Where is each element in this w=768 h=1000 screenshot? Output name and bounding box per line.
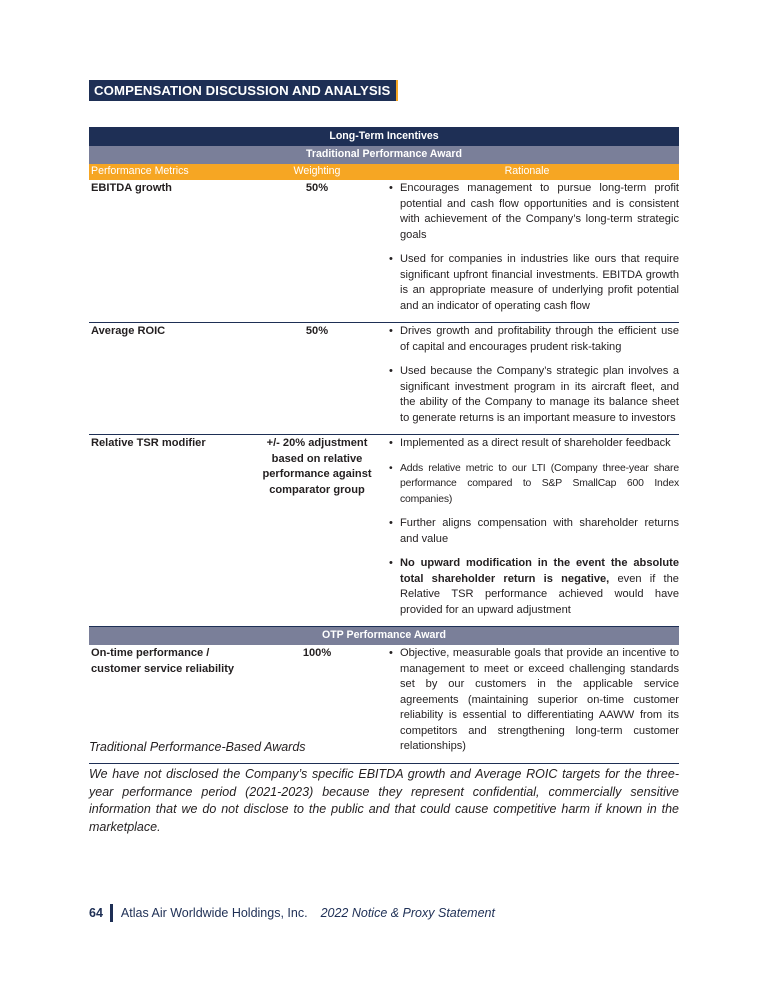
note-body: We have not disclosed the Company’s specific EBITDA growth and Average ROIC targets for the three-year performance period (2021-2023) because they represent confidential, commercially sensitive information that we do not disclose to the public and that could cause competitive harm if known in the marketplace. bbox=[89, 767, 679, 834]
rationale-bullet-emphasis bbox=[389, 556, 679, 618]
rationale-bullet: • Used because the Company’s strategic plan involves a significant investment program in its aircraft fleet, and the ability of the Company to manage its balance sheet to generate returns is an important measure to investors bbox=[389, 364, 679, 426]
metric-cell: On-time performance / customer service reliability bbox=[89, 645, 259, 763]
note-title: Traditional Performance-Based Awards bbox=[89, 740, 306, 754]
rationale-bullet: • Drives growth and profitability through the efficient use of capital and encourages prudent risk-taking bbox=[389, 324, 679, 355]
rationale-bullet: • Objective, measurable goals that provide an incentive to management to meet or exceed challenging standards set by our customers in the applicable service agreements (maintaining superior on-time customer reliability is essential to differentiating AAWW from its competitors and strengthening long-term customer relationships) bbox=[389, 646, 679, 755]
column-header-rationale: Rationale bbox=[375, 164, 679, 180]
section-header: COMPENSATION DISCUSSION AND ANALYSIS bbox=[89, 80, 396, 101]
rationale-bullet: • Encourages management to pursue long-term profit potential and cash flow opportunities and is consistent with achievement of the Company’s long-term strategic goals bbox=[389, 181, 679, 243]
page-footer bbox=[89, 904, 495, 922]
page-number: 64 bbox=[89, 906, 103, 920]
table-row-tsr bbox=[89, 435, 679, 627]
company-name: Atlas Air Worldwide Holdings, Inc. bbox=[120, 906, 308, 920]
footer-divider bbox=[110, 904, 113, 922]
metric-cell: Average ROIC bbox=[89, 323, 259, 435]
table-row-roic bbox=[89, 323, 679, 435]
rationale-bullet: • Used for companies in industries like ours that require significant upfront financial investments. EBITDA growth is an appropriate measure of underlying profit potential and an indicator of operating cash flow bbox=[389, 252, 679, 314]
long-term-incentives-table bbox=[89, 127, 679, 764]
column-header-weighting: Weighting bbox=[259, 164, 375, 180]
metric-cell: Relative TSR modifier bbox=[89, 435, 259, 627]
rationale-cell bbox=[375, 323, 679, 435]
table-row-ebitda bbox=[89, 180, 679, 323]
metric-cell: EBITDA growth bbox=[89, 180, 259, 323]
weighting-cell: 100% bbox=[259, 645, 375, 763]
rationale-cell bbox=[375, 435, 679, 627]
regular-text: even if the Relative TSR performance achieved would have provided for an upward adjustment bbox=[400, 572, 679, 616]
document-title: 2022 Notice & Proxy Statement bbox=[320, 906, 495, 920]
bold-text: No upward modification in the event the absolute total shareholder return is negative, bbox=[400, 557, 679, 585]
weighting-cell: +/- 20% adjustment based on relative performance against comparator group bbox=[259, 435, 375, 627]
weighting-cell: 50% bbox=[259, 323, 375, 435]
table-title: Long-Term Incentives bbox=[89, 127, 679, 146]
rationale-bullet: • Implemented as a direct result of shareholder feedback bbox=[389, 436, 679, 452]
rationale-cell bbox=[375, 645, 679, 763]
rationale-cell bbox=[375, 180, 679, 323]
rationale-bullet: • Adds relative metric to our LTI (Company three-year share performance compared to S&P SmallCap 600 Index companies) bbox=[389, 461, 679, 508]
column-header-metric: Performance Metrics bbox=[89, 164, 259, 180]
rationale-bullet: • Further aligns compensation with shareholder returns and value bbox=[389, 516, 679, 547]
otp-award-title: OTP Performance Award bbox=[89, 627, 679, 646]
weighting-cell: 50% bbox=[259, 180, 375, 323]
table-subtitle: Traditional Performance Award bbox=[89, 146, 679, 164]
